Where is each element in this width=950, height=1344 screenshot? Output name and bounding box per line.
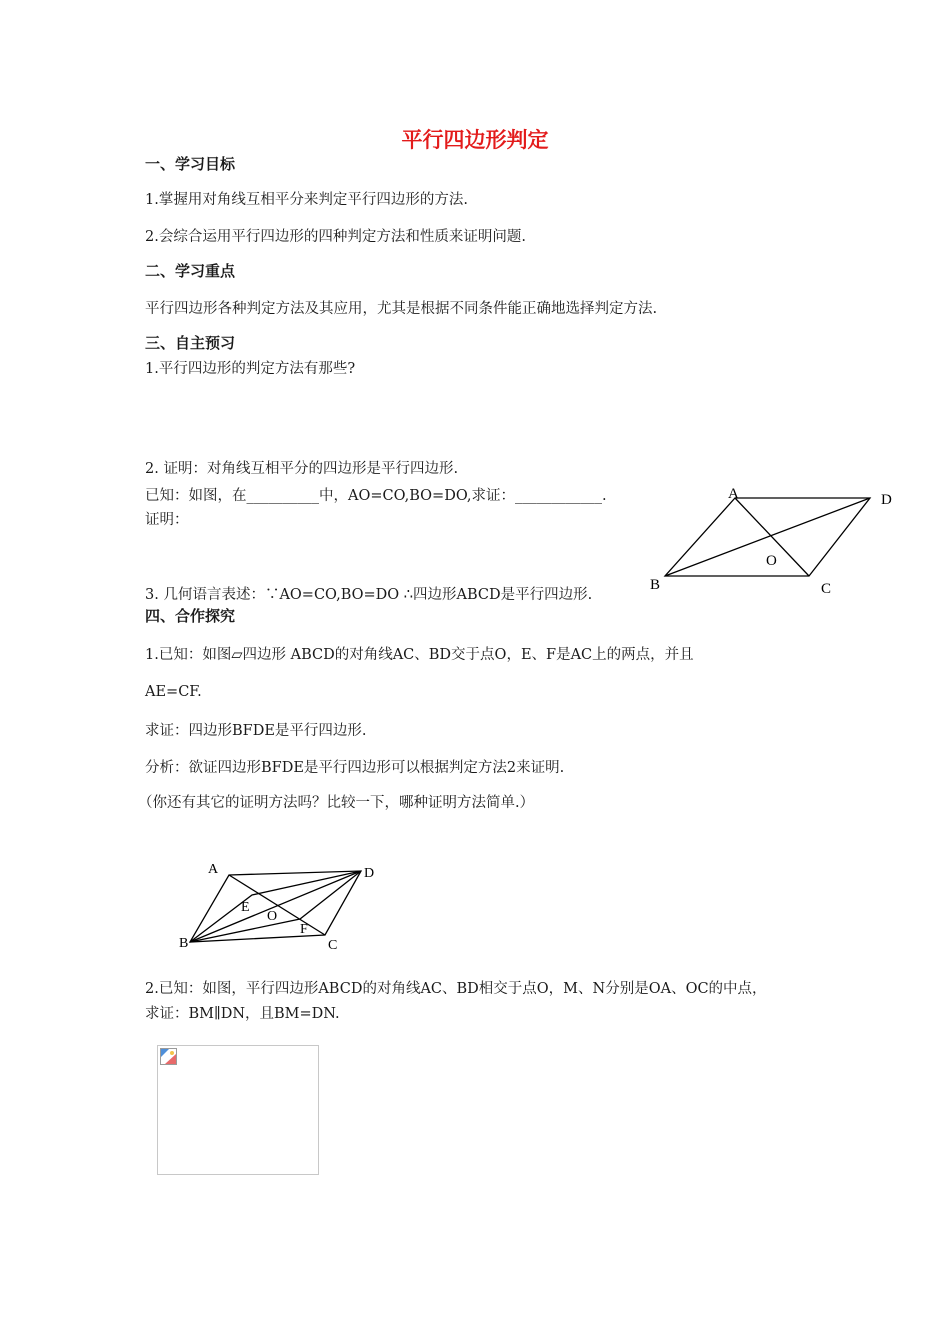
vertex-label-c: C (821, 581, 832, 597)
parallelogram-figure-1 (640, 482, 910, 597)
problem-1-prove: 求证：四边形BFDE是平行四边形. (145, 723, 367, 739)
preview-known: 已知：如图，在__________中，AO=CO,BO=DO,求证：____________. (145, 488, 607, 504)
problem-1-line-1: 1.已知：如图▱四边形 ABCD的对角线AC、BD交于点O，E、F是AC上的两点，并且 (145, 647, 694, 663)
point-label-f: F (300, 922, 308, 937)
missing-figure-placeholder (157, 1045, 319, 1175)
broken-image-icon (160, 1048, 178, 1066)
center-label-o: O (766, 553, 777, 569)
keypoints-text: 平行四边形各种判定方法及其应用，尤其是根据不同条件能正确地选择判定方法. (145, 301, 658, 317)
problem-1-analysis: 分析：欲证四边形BFDE是平行四边形可以根据判定方法2来证明. (145, 760, 565, 776)
vertex-label-a: A (728, 486, 739, 502)
goal-item-2: 2.会综合运用平行四边形的四种判定方法和性质来证明问题. (145, 229, 526, 245)
section-heading-cooperation: 四、合作探究 (145, 607, 236, 625)
preview-question-1: 1.平行四边形的判定方法有那些? (145, 361, 356, 377)
problem-1-line-2: AE=CF. (145, 684, 202, 700)
diagonal-bd (190, 871, 361, 942)
problem-1-hint: （你还有其它的证明方法吗？比较一下，哪种证明方法简单.） (138, 795, 535, 811)
parallelogram-figure-2 (172, 855, 387, 955)
preview-question-3: 3. 几何语言表述：∵AO=CO,BO=DO ∴四边形ABCD是平行四边形. (145, 587, 593, 603)
vertex-label-d: D (881, 492, 892, 508)
problem-2-line-2: 求证：BM∥DN，且BM=DN. (145, 1006, 340, 1022)
problem-2-line-1: 2.已知：如图，平行四边形ABCD的对角线AC、BD相交于点O，M、N分别是OA、OC的中点， (145, 981, 767, 997)
vertex-label-d: D (364, 866, 375, 881)
vertex-label-b: B (179, 936, 189, 951)
section-heading-preview: 三、自主预习 (145, 334, 236, 352)
goal-item-1: 1.掌握用对角线互相平分来判定平行四边形的方法. (145, 192, 468, 208)
point-label-e: E (241, 900, 250, 915)
vertex-label-b: B (650, 577, 661, 593)
preview-proof-label: 证明： (145, 512, 189, 528)
page-title: 平行四边形判定 (401, 128, 549, 152)
section-heading-goals: 一、学习目标 (145, 155, 236, 173)
center-label-o: O (267, 909, 278, 924)
preview-question-2: 2. 证明：对角线互相平分的四边形是平行四边形. (145, 461, 459, 477)
section-heading-keypoints: 二、学习重点 (145, 262, 236, 280)
vertex-label-c: C (328, 938, 338, 953)
vertex-label-a: A (208, 862, 219, 877)
